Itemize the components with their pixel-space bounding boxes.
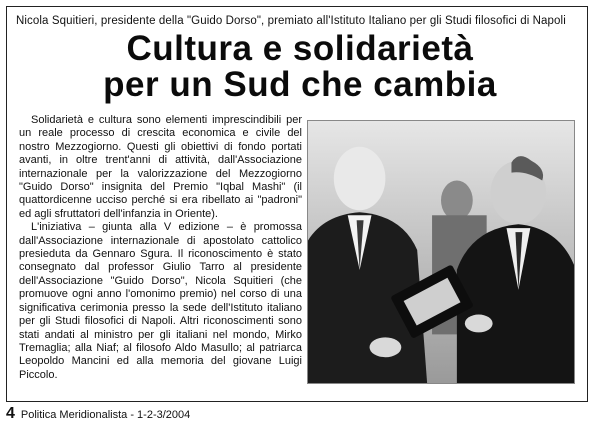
body-paragraph-1: Solidarietà e cultura sono elementi imprescindibili per un reale processo di crescita economica e civile del nostro Mezzogiorno. Questi gli obiettivi di fondo portati avanti, in oltre trent'anni di attività, dall'Associazione internazionale per la valorizzazione del Mezzogiorno "Guido Dorso" insignita del Premio "Iqbal Mashi" (il quattordicenne ucciso perché si era ribellato ai "padroni" ed agli sfruttatori dell'infanzia in Oriente).: [19, 114, 302, 220]
headline-line-2: per un Sud che cambia: [103, 65, 497, 104]
article-headline: [0, 31, 600, 103]
photo-two-men-award-icon: [308, 121, 574, 383]
page-number: 4: [6, 405, 15, 422]
article-photo: [307, 120, 575, 384]
publication-info: Politica Meridionalista - 1-2-3/2004: [20, 409, 191, 421]
body-paragraph-2: L'iniziativa – giunta alla V edizione – è promossa dall'Associazione internazionale di apostolato cattolico presieduta da Gennaro Sgura. Il riconoscimento è stato consegnato dal professor Giulio Tarro al presidente dell'Associazione "Guido Dorso", Nicola Squitieri (che promuove ogni anno l'omonimo premio) nel corso di una significativa cerimonia presso la sede dell'Istituto italiano per gli Studi filosofici di Napoli. Altri riconoscimenti sono stati andati al ministro per gli italiani nel mondo, Mirko Tremaglia; alla Niaf; al filosofo Aldo Masullo; al patriarca Leopoldo Mancini ed alla memoria del giovane Luigi Piccolo.: [19, 221, 302, 381]
article-body: [19, 114, 302, 382]
headline-line-1: Cultura e solidarietà: [126, 29, 474, 68]
article-kicker: Nicola Squitieri, presidente della "Guido Dorso", premiato all'Istituto Italiano per gli Studi filosofici di Napoli: [16, 15, 566, 27]
page-footer: [6, 405, 190, 427]
